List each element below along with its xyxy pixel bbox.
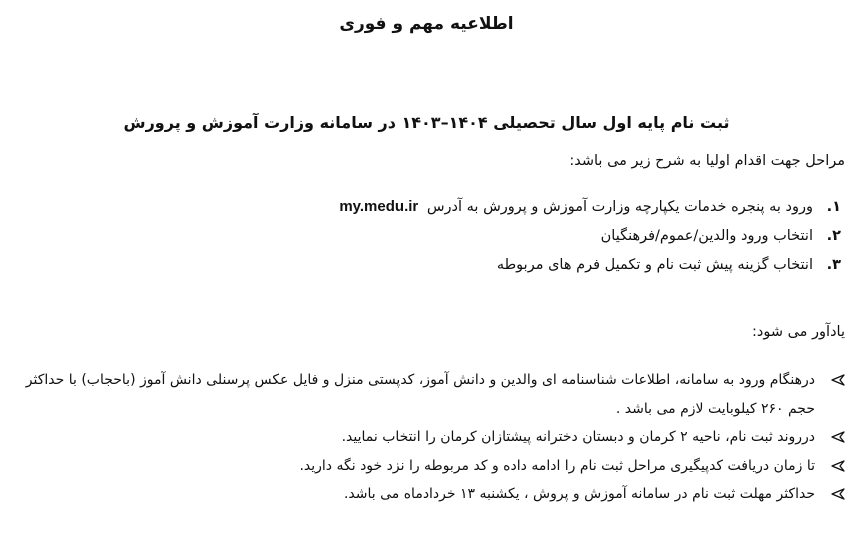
arrowhead-check-icon: [831, 460, 845, 472]
step-label: ورود به پنجره خدمات یکپارچه وزارت آموزش و پرورش به آدرس: [426, 199, 813, 215]
reminders-list: [14, 366, 815, 509]
step-number: ۱.: [826, 199, 841, 215]
step-text: [339, 198, 813, 215]
main-title: ثبت نام پایه اول سال تحصیلی ۱۴۰۴–۱۴۰۳ در سامانه وزارت آموزش و پرورش: [123, 113, 730, 132]
reminder-label: یادآور می شود:: [752, 324, 845, 340]
step-text: انتخاب گزینه پیش ثبت نام و تکمیل فرم های مربوطه: [496, 257, 813, 273]
reminder-text: درهنگام ورود به سامانه، اطلاعات شناسنامه ای والدین و دانش آموز، کدپستی منزل و فایل عکس پرسنلی دانش آموز (باحجاب) با حداکثر حجم ۲۶۰ کیلوبایت لازم می باشد .: [25, 372, 815, 417]
header-title: اطلاعیه مهم و فوری: [339, 14, 514, 34]
steps-list: [339, 198, 841, 287]
intro-text: مراحل جهت اقدام اولیا به شرح زیر می باشد:: [569, 153, 845, 169]
reminder-text: درروند ثبت نام، ناحیه ۲ کرمان و دبستان دخترانه پیشتازان کرمان را انتخاب نمایید.: [341, 429, 815, 445]
step-item: [339, 257, 841, 287]
reminder-item: [14, 423, 815, 452]
medu-link[interactable]: my.medu.ir: [339, 198, 419, 215]
step-item: [339, 198, 841, 228]
step-number: ۲.: [826, 227, 841, 244]
reminder-text: حداکثر مهلت ثبت نام در سامانه آموزش و پروش ، یکشنبه ۱۳ خردادماه می باشد.: [343, 486, 815, 502]
step-item: [339, 228, 841, 258]
arrowhead-check-icon: [831, 431, 845, 443]
reminder-item: [14, 480, 815, 509]
arrowhead-check-icon: [831, 374, 845, 386]
reminder-item: [14, 366, 815, 423]
reminder-item: [14, 452, 815, 481]
arrowhead-check-icon: [831, 488, 845, 500]
reminder-text: تا زمان دریافت کدپیگیری مراحل ثبت نام را ادامه داده و کد مربوطه را نزد خود نگه دارید.: [299, 457, 815, 474]
step-number: ۳.: [826, 257, 841, 273]
step-text: انتخاب ورود والدین/عموم/فرهنگیان: [600, 227, 813, 244]
